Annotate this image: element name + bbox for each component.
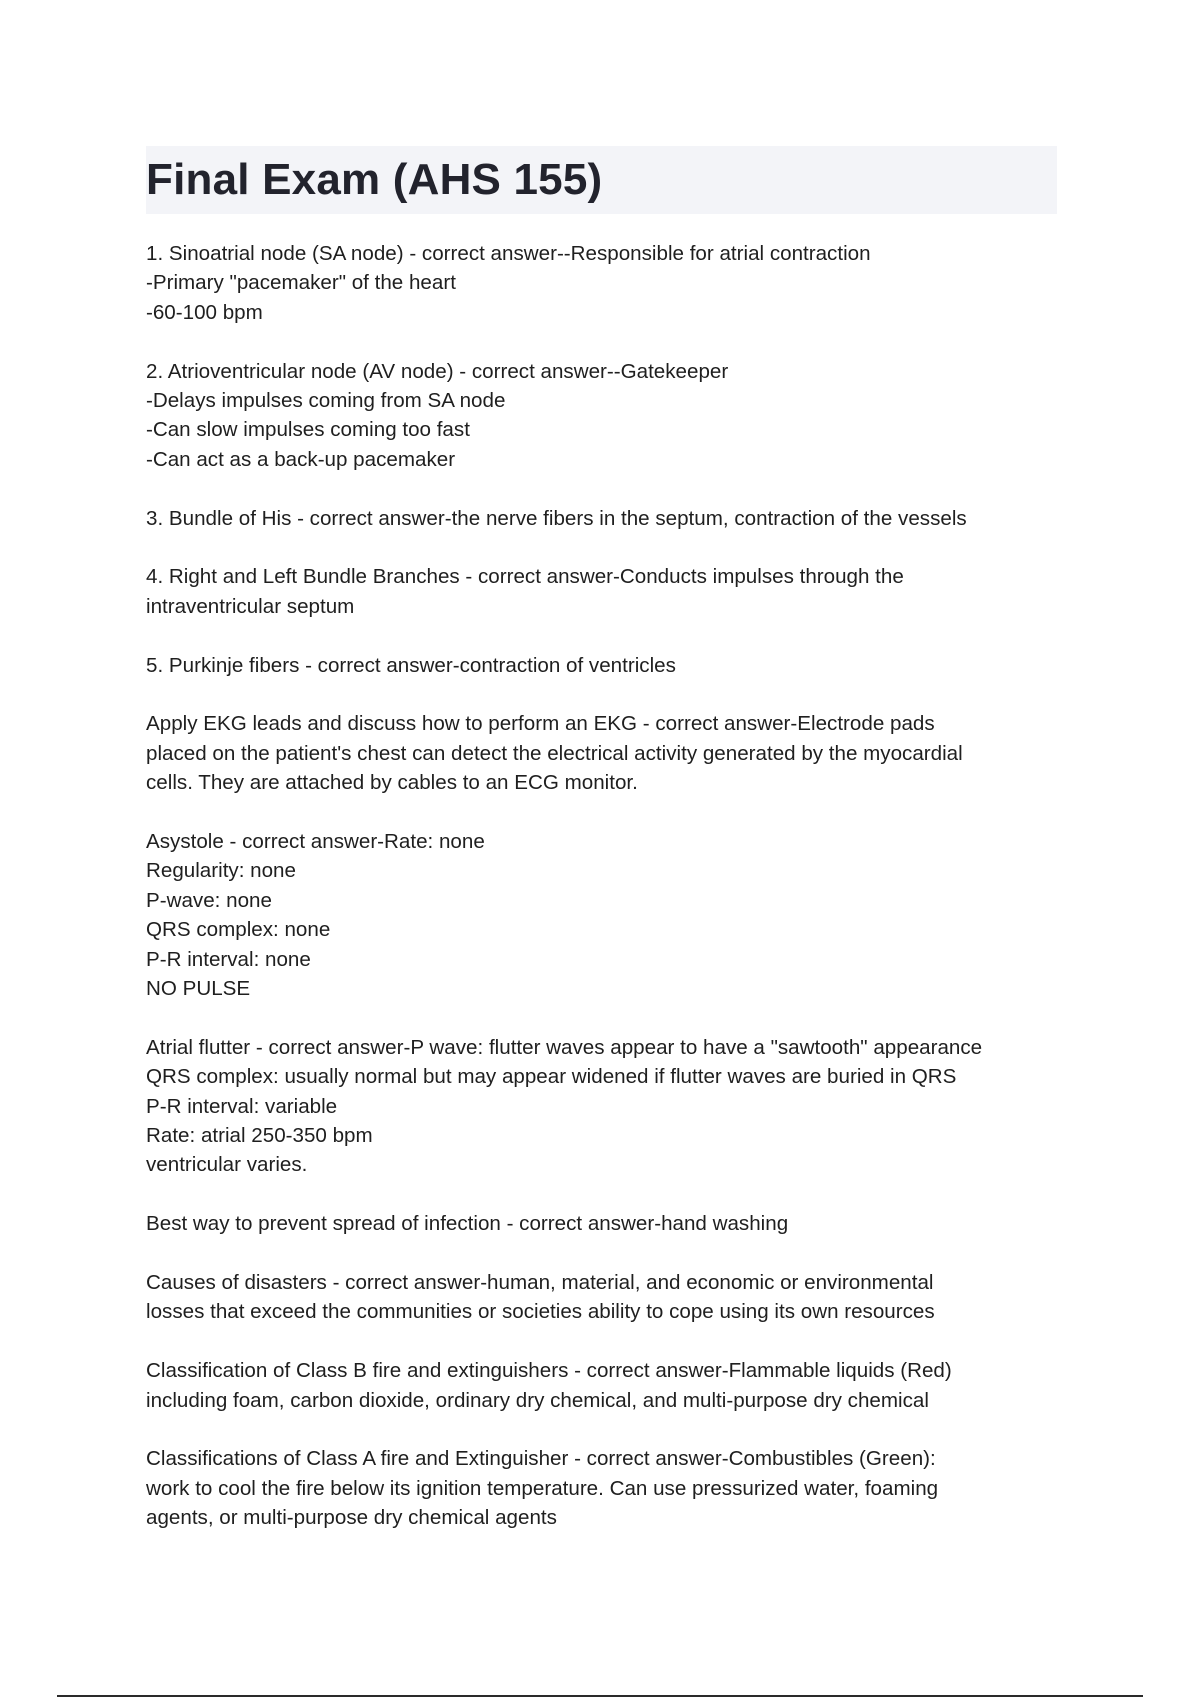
entry-line: cells. They are attached by cables to an ECG monitor.	[146, 771, 638, 795]
entry-line: P-R interval: variable	[146, 1094, 338, 1118]
entry-line: QRS complex: usually normal but may appear widened if flutter waves are buried in QRS	[146, 1065, 957, 1089]
qa-entry-causes-of-disasters	[146, 1268, 1076, 1327]
entry-line: Best way to prevent spread of infection - correct answer-hand washing	[146, 1212, 789, 1236]
entry-line: ventricular varies.	[146, 1153, 308, 1177]
page-title: Final Exam (AHS 155)	[146, 155, 603, 204]
qa-entry-bundle-of-his	[146, 504, 1076, 533]
entry-line: 5. Purkinje fibers - correct answer-contraction of ventricles	[146, 653, 676, 677]
entry-line: NO PULSE	[146, 977, 251, 1001]
qa-entry-ekg-leads	[146, 709, 1076, 797]
qa-entry-class-b-fire	[146, 1356, 1076, 1415]
entry-line: Atrial flutter - correct answer-P wave: flutter waves appear to have a "sawtooth" appearance	[146, 1035, 983, 1059]
qa-entry-atrial-flutter	[146, 1033, 1076, 1180]
entry-line: QRS complex: none	[146, 918, 331, 942]
qa-list	[146, 239, 1076, 1562]
entry-line: Regularity: none	[146, 859, 296, 883]
qa-entry-infection-prevention	[146, 1209, 1076, 1238]
entry-line: Asystole - correct answer-Rate: none	[146, 830, 485, 854]
entry-line: losses that exceed the communities or societies ability to cope using its own resources	[146, 1300, 935, 1324]
entry-line: Causes of disasters - correct answer-human, material, and economic or environmental	[146, 1271, 934, 1295]
entry-line: -60-100 bpm	[146, 300, 263, 324]
entry-line: including foam, carbon dioxide, ordinary dry chemical, and multi-purpose dry chemical	[146, 1388, 929, 1412]
qa-entry-bundle-branches	[146, 562, 1076, 621]
qa-entry-class-a-fire	[146, 1444, 1076, 1532]
entry-line: Rate: atrial 250-350 bpm	[146, 1124, 373, 1148]
entry-line: agents, or multi-purpose dry chemical agents	[146, 1506, 557, 1530]
qa-entry-purkinje-fibers	[146, 651, 1076, 680]
qa-entry-asystole	[146, 827, 1076, 1003]
entry-line: -Can act as a back-up pacemaker	[146, 447, 456, 471]
entry-line: -Can slow impulses coming too fast	[146, 418, 470, 442]
entry-line: -Primary "pacemaker" of the heart	[146, 271, 456, 295]
entry-line: 2. Atrioventricular node (AV node) - correct answer--Gatekeeper	[146, 359, 729, 383]
entry-line: placed on the patient's chest can detect the electrical activity generated by the myocardial	[146, 741, 963, 765]
entry-line: P-wave: none	[146, 888, 272, 912]
entry-line: P-R interval: none	[146, 947, 311, 971]
page-bottom-rule	[57, 1695, 1143, 1697]
entry-line: Classification of Class B fire and extinguishers - correct answer-Flammable liquids (Red)	[146, 1359, 952, 1383]
entry-line: 1. Sinoatrial node (SA node) - correct answer--Responsible for atrial contraction	[146, 242, 871, 265]
entry-line: intraventricular septum	[146, 594, 355, 618]
entry-line: 3. Bundle of His - correct answer-the nerve fibers in the septum, contraction of the vessels	[146, 506, 967, 530]
entry-line: work to cool the fire below its ignition temperature. Can use pressurized water, foaming	[146, 1476, 939, 1500]
entry-line: 4. Right and Left Bundle Branches - correct answer-Conducts impulses through the	[146, 565, 904, 589]
qa-entry-sa-node	[146, 239, 1076, 327]
entry-line: Classifications of Class A fire and Extinguisher - correct answer-Combustibles (Green):	[146, 1447, 936, 1471]
qa-entry-av-node	[146, 357, 1076, 475]
entry-line: -Delays impulses coming from SA node	[146, 389, 506, 413]
entry-line: Apply EKG leads and discuss how to perform an EKG - correct answer-Electrode pads	[146, 712, 935, 736]
